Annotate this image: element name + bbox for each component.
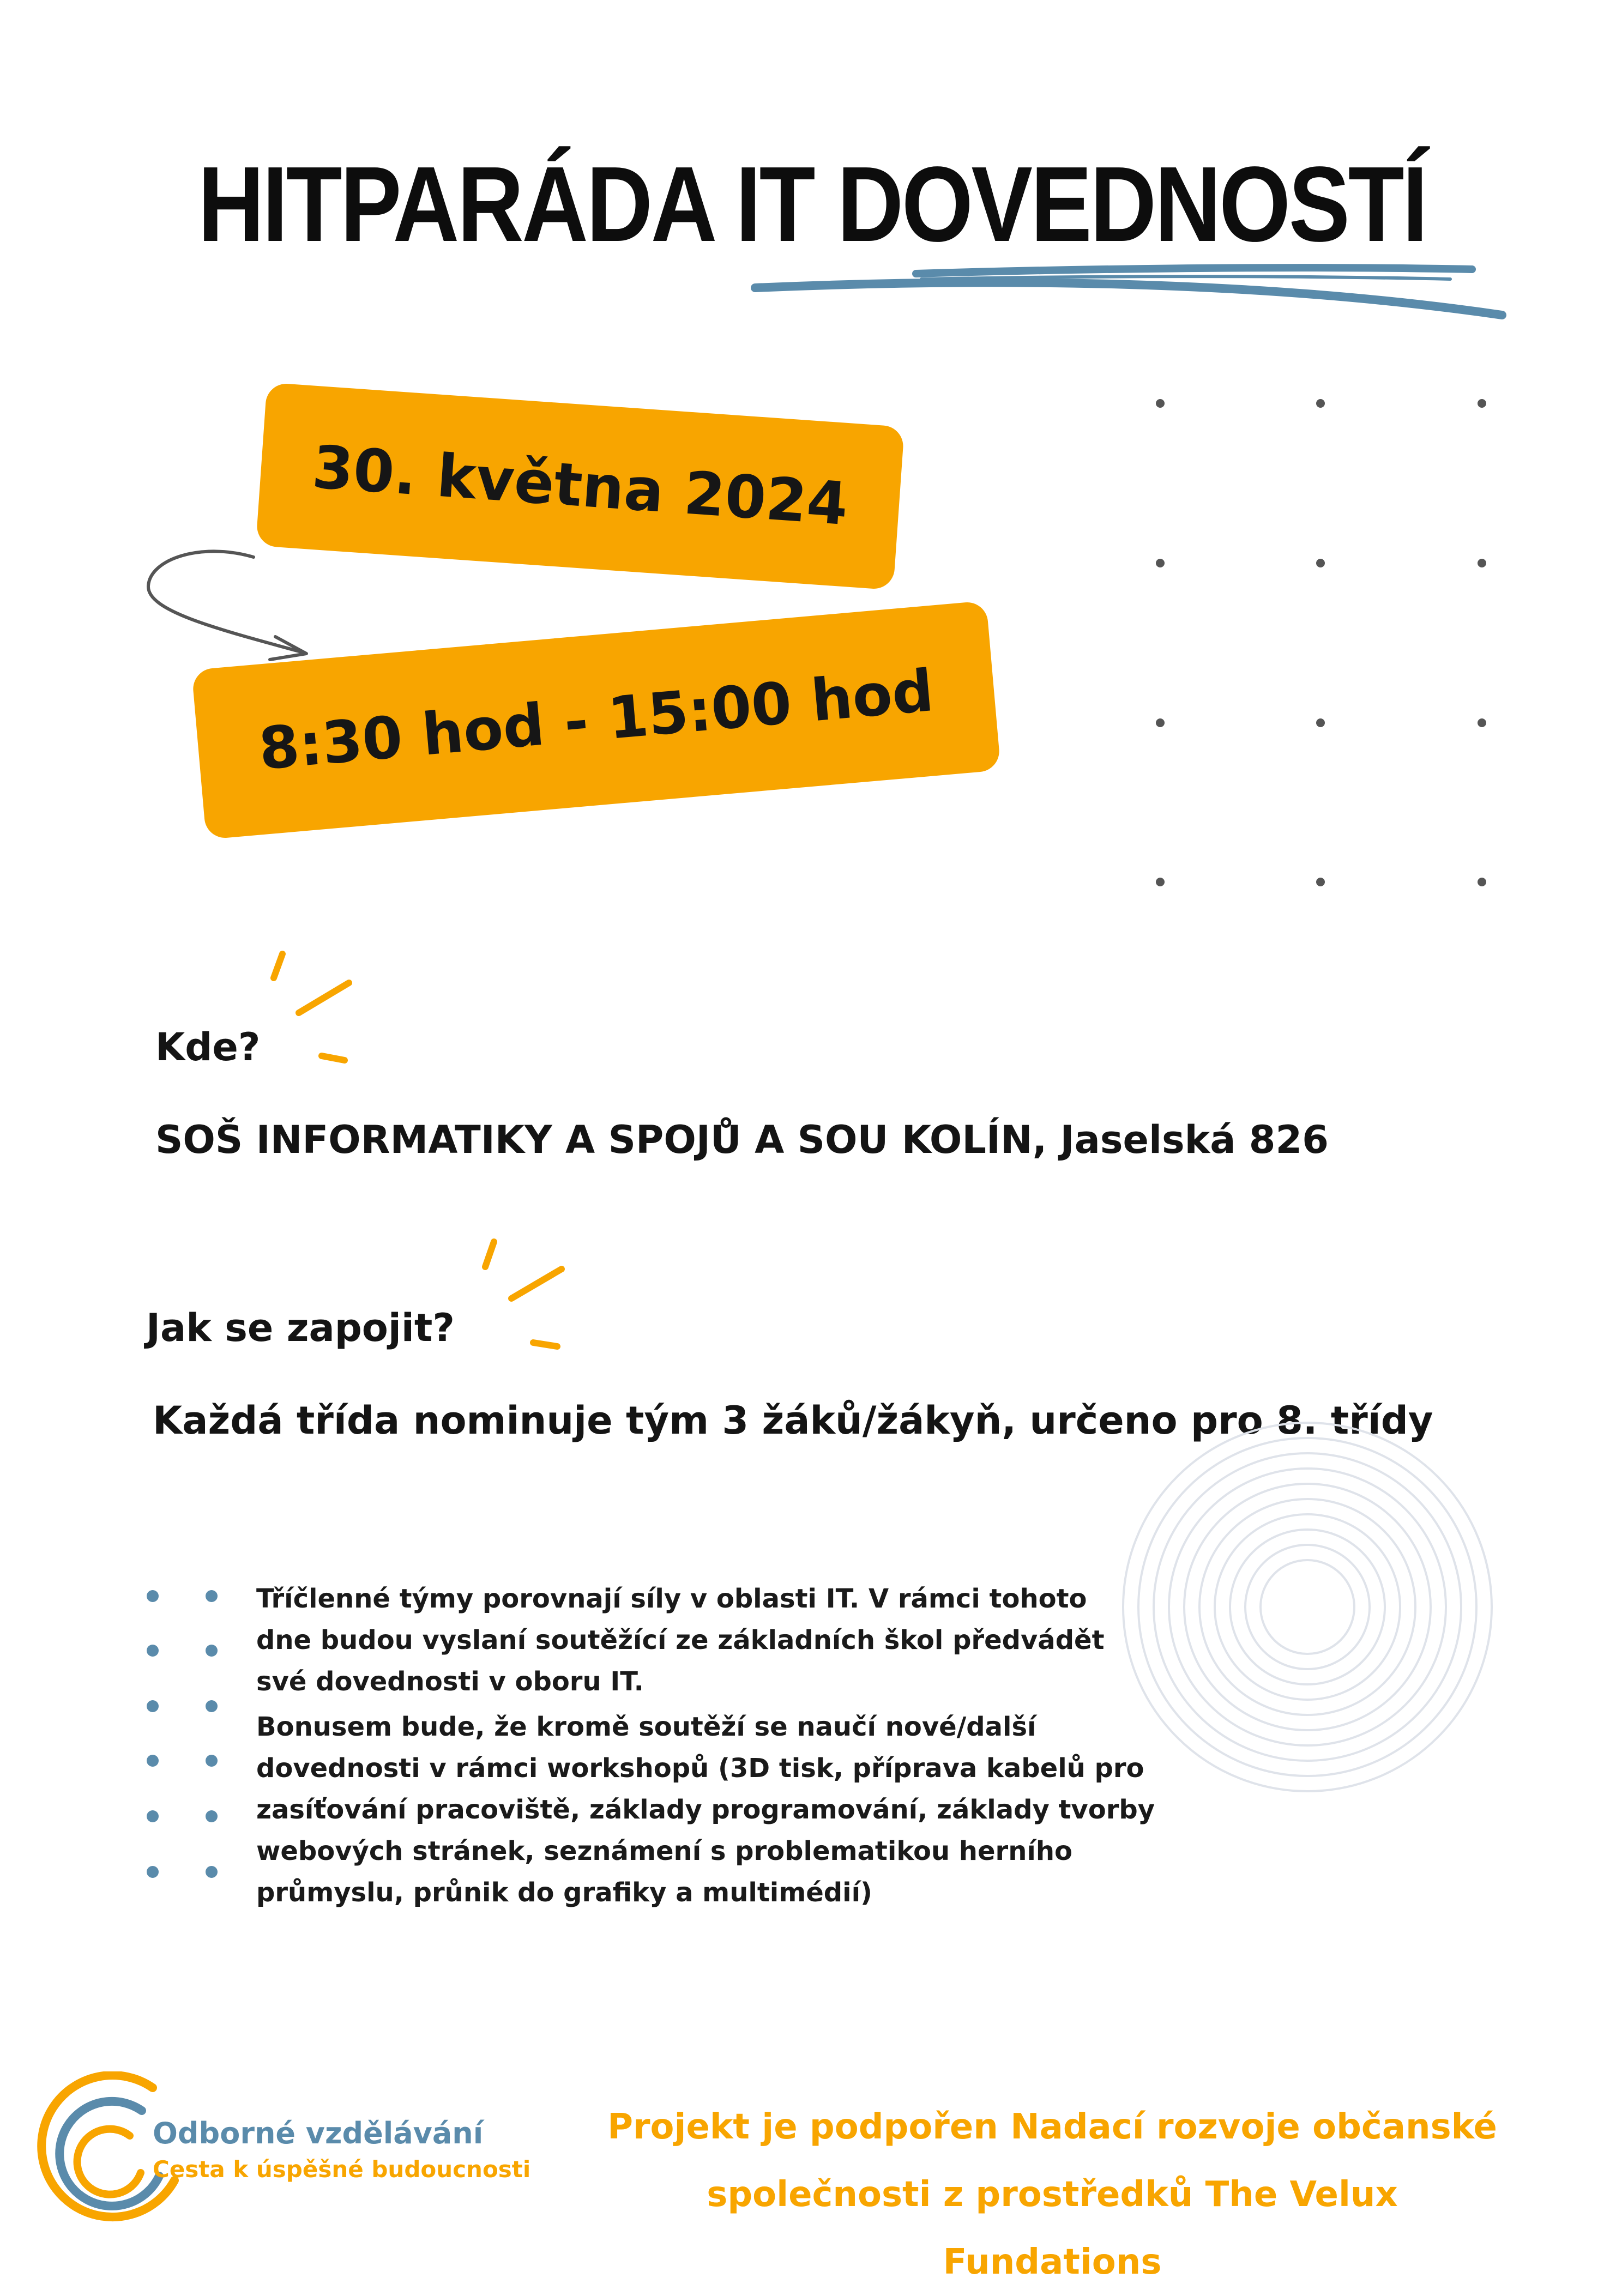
curved-arrow-icon	[136, 545, 327, 676]
logo-arc-icon	[33, 2071, 185, 2235]
concentric-circles-icon	[1118, 1417, 1499, 1799]
where-label: Kde?	[155, 1025, 261, 1070]
description-paragraph-2: Bonusem bude, že kromě soutěží se naučí nové/další dovednosti v rámci workshopů (3D tisk, příprava kabelů pro zasíťování pracoviště, základy programování, základy tvorby webových stránek, seznámení s problematikou herního průmyslu, průnik do grafiky a multimédií)	[256, 1712, 1155, 1908]
sparkle-icon	[463, 1226, 583, 1363]
dot-grid-icon	[136, 1581, 234, 1919]
how-value: Každá třída nominuje tým 3 žáků/žákyň, určeno pro 8. třídy	[153, 1398, 1433, 1443]
dot-grid-icon	[1134, 382, 1516, 899]
logo-title: Odborné vzdělávání	[153, 2116, 484, 2150]
footer-line-1: Projekt je podpořen Nadací rozvoje občanské	[607, 2107, 1497, 2147]
title-underline-icon	[0, 0, 1622, 382]
how-label: Jak se zapojit?	[146, 1306, 455, 1350]
logo-subtitle: Cesta k úspěšné budoucnosti	[153, 2156, 531, 2183]
time-badge: 8:30 hod - 15:00 hod	[191, 601, 1001, 839]
footer-line-2: společnosti z prostředků The Velux Fundations	[707, 2174, 1398, 2282]
footer-note	[594, 2093, 1510, 2296]
sparkle-icon	[251, 943, 371, 1079]
description-paragraph-1: Tříčlenné týmy porovnají síly v oblasti IT. V rámci tohoto dne budou vyslaní soutěžící ze základních škol předvádět své dovednosti v oboru IT.	[256, 1584, 1105, 1697]
date-badge: 30. května 2024	[256, 382, 905, 590]
page-title: HITPARÁDA IT DOVEDNOSTÍ	[197, 144, 1426, 264]
where-value: SOŠ INFORMATIKY A SPOJŮ A SOU KOLÍN, Jaselská 826	[155, 1117, 1329, 1162]
